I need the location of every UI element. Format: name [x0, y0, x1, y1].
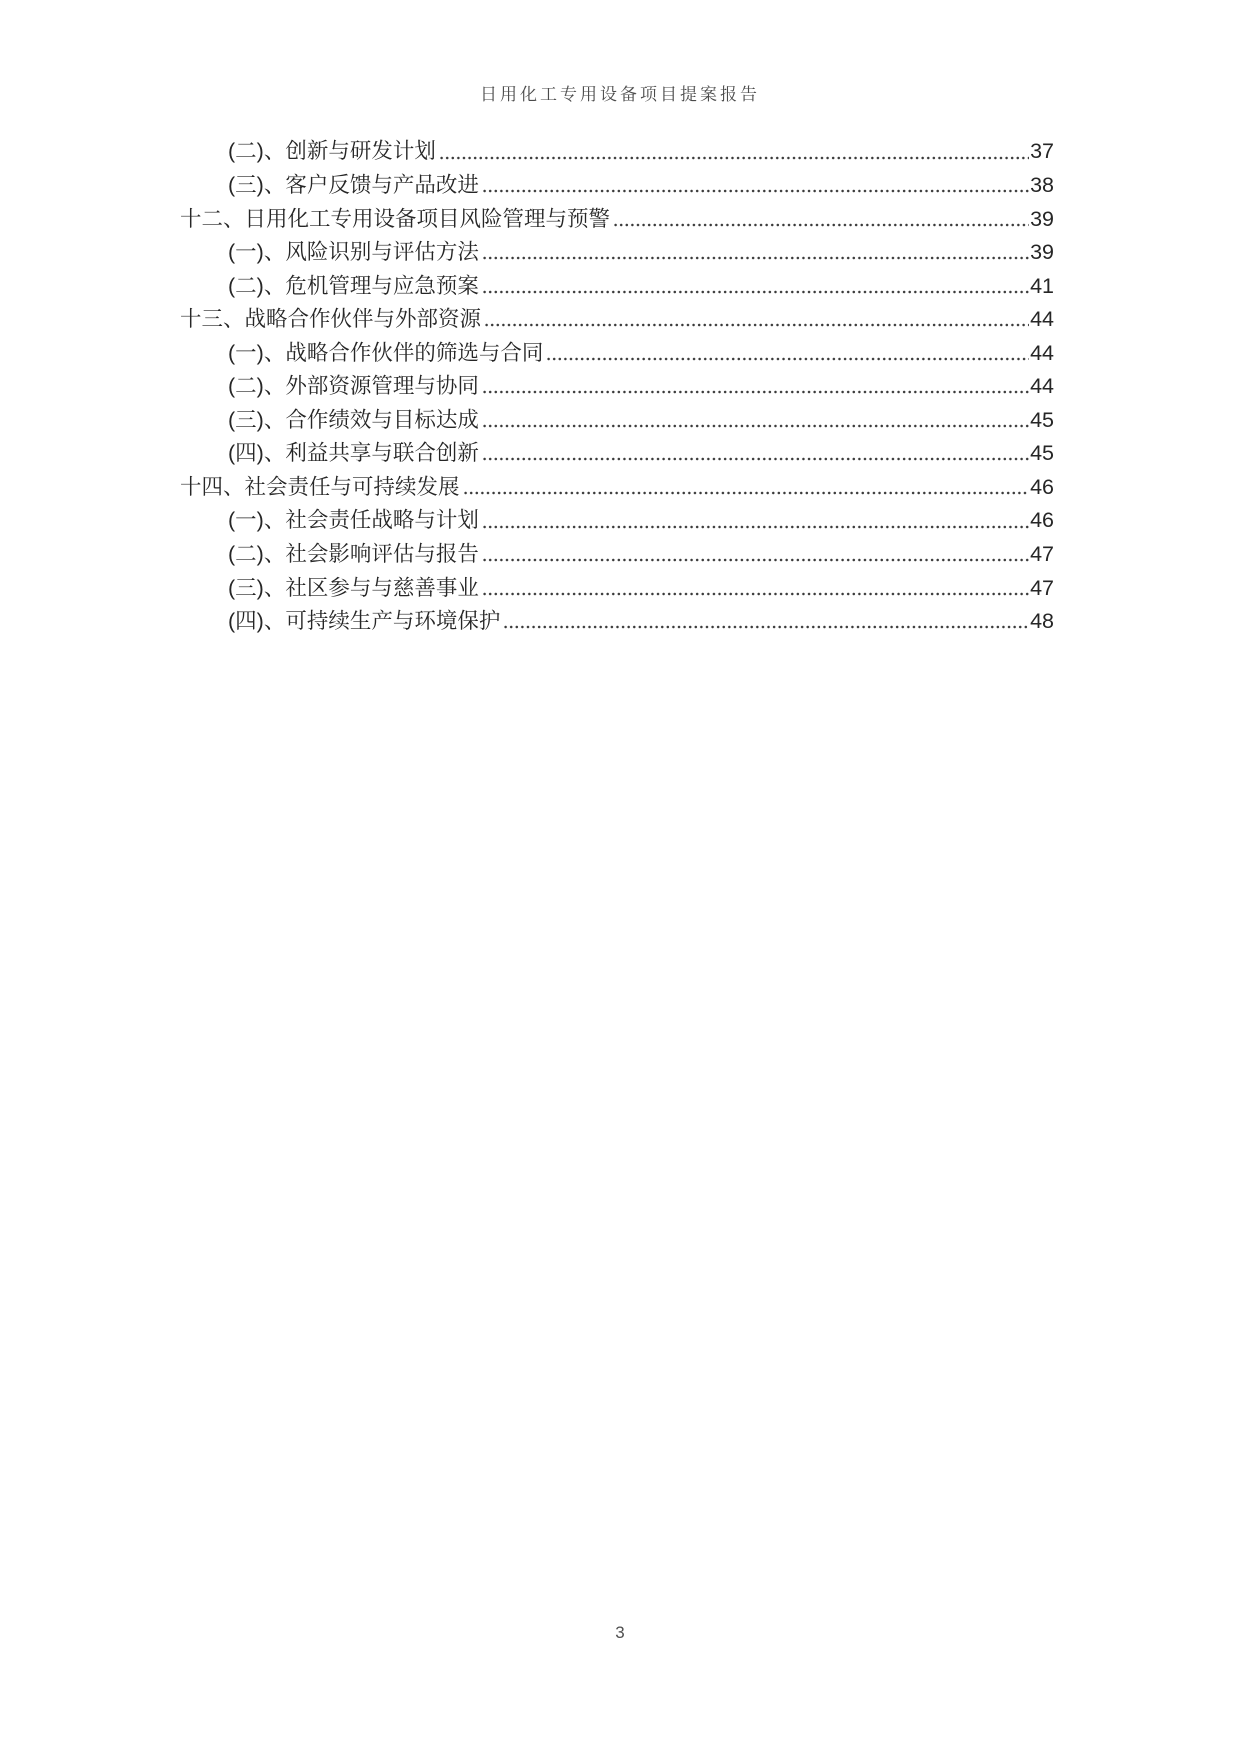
toc-entry-label: 十二、日用化工专用设备项目风险管理与预警	[180, 206, 611, 231]
toc-entry[interactable]	[180, 600, 1054, 634]
toc-entry[interactable]	[180, 197, 1054, 231]
page-footer	[0, 1623, 1240, 1643]
toc-entry[interactable]	[180, 264, 1054, 298]
toc-entry-label: (二)、社会影响评估与报告	[228, 542, 479, 567]
toc-entry-page: 45	[1030, 441, 1054, 466]
header-title: 日用化工专用设备项目提案报告	[480, 85, 760, 104]
toc-entry[interactable]	[180, 130, 1054, 164]
toc-entry-label: 十三、战略合作伙伴与外部资源	[180, 307, 482, 332]
toc-entry-page: 46	[1030, 474, 1054, 499]
toc-entry[interactable]	[180, 499, 1054, 533]
toc-leader-dots	[464, 491, 1030, 495]
toc-entry-label: (三)、社区参与与慈善事业	[228, 575, 479, 600]
toc-entry-label: (三)、合作绩效与目标达成	[228, 407, 479, 432]
toc-entry[interactable]	[180, 231, 1054, 265]
toc-entry-page: 39	[1030, 240, 1054, 265]
toc-leader-dots	[483, 457, 1029, 461]
toc-entry[interactable]	[180, 432, 1054, 466]
toc-entry-page: 47	[1030, 575, 1054, 600]
toc-entry-label: (二)、创新与研发计划	[228, 139, 436, 164]
toc-entry-label: (三)、客户反馈与产品改进	[228, 173, 479, 198]
toc-entry[interactable]	[180, 465, 1054, 499]
toc-entry-page: 47	[1030, 542, 1054, 567]
toc-entry-page: 39	[1030, 206, 1054, 231]
toc-entry-label: (二)、危机管理与应急预案	[228, 273, 479, 298]
toc-leader-dots	[483, 592, 1029, 596]
toc-entry-label: (四)、可持续生产与环境保护	[228, 609, 501, 634]
toc-entry[interactable]	[180, 566, 1054, 600]
toc-entry[interactable]	[180, 298, 1054, 332]
toc-entry-label: (二)、外部资源管理与协同	[228, 374, 479, 399]
toc-leader-dots	[440, 156, 1029, 160]
toc-entry-page: 44	[1030, 340, 1054, 365]
toc-entry-page: 45	[1030, 407, 1054, 432]
toc-entry[interactable]	[180, 533, 1054, 567]
toc-leader-dots	[483, 558, 1029, 562]
toc-entry-label: (一)、社会责任战略与计划	[228, 508, 479, 533]
toc-entry-page: 41	[1030, 273, 1054, 298]
toc-entry-page: 46	[1030, 508, 1054, 533]
toc-entry-page: 38	[1030, 173, 1054, 198]
toc-entry-page: 48	[1030, 609, 1054, 634]
toc-entry-label: (四)、利益共享与联合创新	[228, 441, 479, 466]
toc-leader-dots	[483, 290, 1029, 294]
toc-entry[interactable]	[180, 164, 1054, 198]
table-of-contents	[180, 130, 1054, 633]
toc-entry[interactable]	[180, 331, 1054, 365]
footer-page-number: 3	[615, 1623, 625, 1642]
toc-entry-page: 44	[1030, 307, 1054, 332]
page-header	[0, 80, 1240, 105]
toc-entry[interactable]	[180, 398, 1054, 432]
toc-entry-page: 44	[1030, 374, 1054, 399]
toc-entry-label: 十四、社会责任与可持续发展	[180, 474, 460, 499]
toc-leader-dots	[483, 256, 1029, 260]
toc-entry-page: 37	[1030, 139, 1054, 164]
toc-leader-dots	[547, 357, 1029, 361]
toc-leader-dots	[483, 189, 1029, 193]
toc-leader-dots	[504, 625, 1029, 629]
toc-entry-label: (一)、风险识别与评估方法	[228, 240, 479, 265]
toc-entry-label: (一)、战略合作伙伴的筛选与合同	[228, 340, 544, 365]
toc-entry[interactable]	[180, 365, 1054, 399]
toc-leader-dots	[483, 424, 1029, 428]
toc-leader-dots	[614, 223, 1029, 227]
toc-leader-dots	[485, 323, 1029, 327]
toc-leader-dots	[483, 525, 1029, 529]
toc-leader-dots	[483, 390, 1029, 394]
